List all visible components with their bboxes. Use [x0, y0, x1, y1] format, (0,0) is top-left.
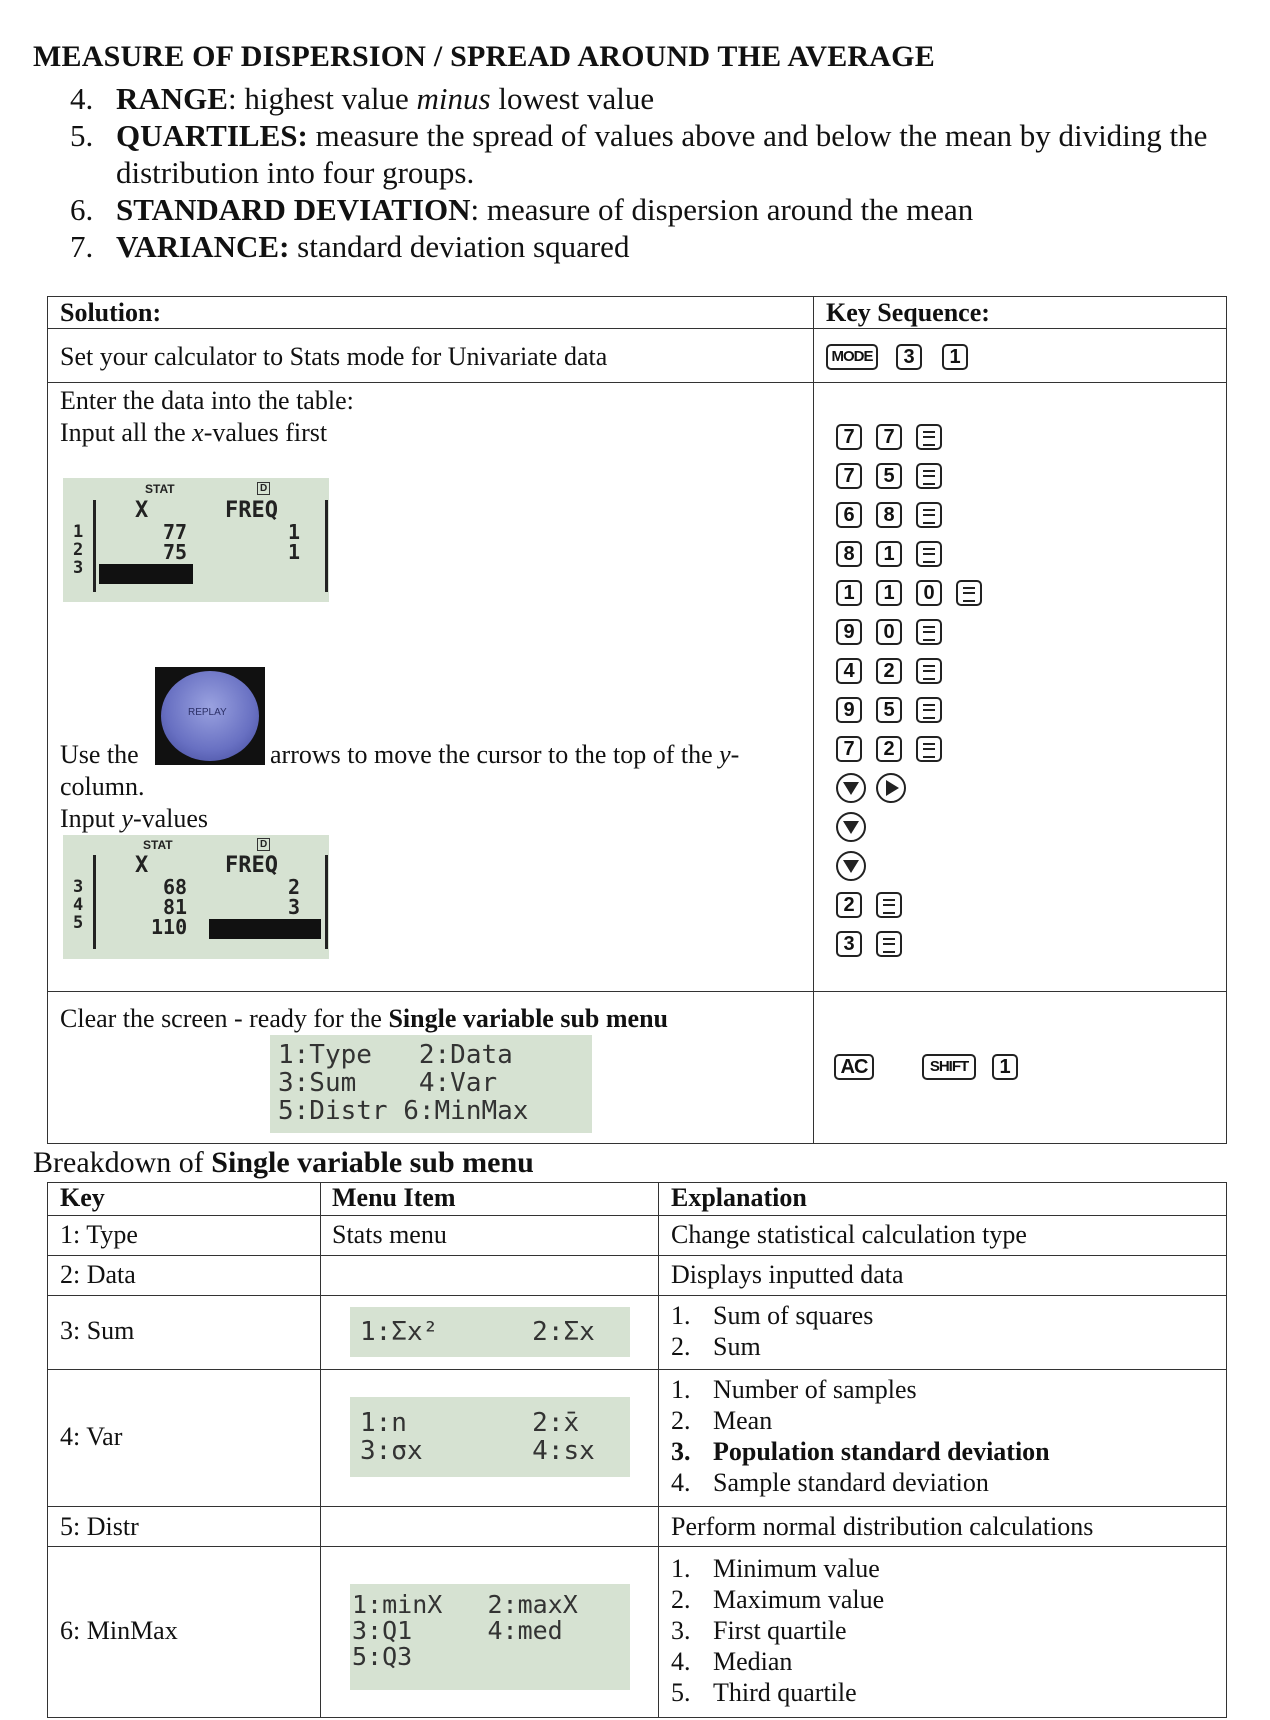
solution-header: Solution: — [60, 298, 162, 327]
explanation-var — [671, 1374, 1050, 1498]
explanation-item: 4. Median — [671, 1647, 793, 1676]
equals-key — [916, 502, 942, 528]
row-line — [47, 1255, 1227, 1256]
key-distr: 5: Distr — [60, 1512, 139, 1541]
equals-key — [916, 658, 942, 684]
definition-variance: 7. VARIANCE: standard deviation squared — [70, 229, 630, 264]
key-var: 4: Var — [60, 1422, 123, 1451]
header-explanation: Explanation — [671, 1183, 807, 1212]
equals-key — [916, 697, 942, 723]
calculator-screen-x-values: STAT D X FREQ 1 2 3 77 75 1 1 — [63, 478, 329, 602]
cursor-highlight — [209, 919, 321, 939]
stats-mode-instruction: Set your calculator to Stats mode for Univariate data — [60, 342, 608, 371]
key-1: 1 — [942, 344, 968, 370]
var-menu-screen: 1:n 2:x̄ 3:σx 4:sx — [350, 1397, 630, 1477]
key-1: 1 — [876, 580, 902, 606]
equals-key — [916, 736, 942, 762]
key-1: 1 — [836, 580, 862, 606]
explanation-distr: Perform normal distribution calculations — [671, 1512, 1094, 1541]
page-title: MEASURE OF DISPERSION / SPREAD AROUND THE AVERAGE — [33, 40, 935, 73]
key-0: 0 — [916, 580, 942, 606]
sum-menu-screen: 1:Σx² 2:Σx — [350, 1307, 630, 1357]
explanation-item: 2. Mean — [671, 1406, 773, 1435]
right-arrow-key — [876, 773, 906, 803]
key-7: 7 — [836, 463, 862, 489]
explanation-item: 1. Number of samples — [671, 1375, 917, 1404]
key-4: 4 — [836, 658, 862, 684]
input-x-instruction: Input all the x-values first — [60, 418, 328, 447]
ac-key: AC — [834, 1054, 874, 1080]
explanation-item: 5. Third quartile — [671, 1678, 857, 1707]
explanation-item: 3. First quartile — [671, 1616, 847, 1645]
definition-range: 4. RANGE: highest value minus lowest value — [70, 81, 655, 116]
breakdown-table — [47, 1182, 1227, 1718]
key-0: 0 — [876, 619, 902, 645]
single-variable-menu-screen: 1:Type 2:Data 3:Sum 4:Var 5:Distr 6:MinMax — [270, 1035, 592, 1133]
definition-quartiles: 5. QUARTILES: measure the spread of values above and below the mean by dividing the distribution into four groups. — [70, 118, 1208, 190]
key-sequence — [836, 424, 1216, 964]
row-line — [47, 328, 1227, 329]
key-7: 7 — [836, 736, 862, 762]
row-line — [47, 1369, 1227, 1370]
shift-key: SHIFT — [922, 1054, 976, 1080]
breakdown-title: Breakdown of Single variable sub menu — [33, 1146, 534, 1179]
key-2: 2 — [836, 892, 862, 918]
column-text: column. — [60, 772, 145, 801]
dispersion-definitions — [70, 80, 1220, 265]
equals-key — [916, 541, 942, 567]
row-line — [47, 1215, 1227, 1216]
key-6: 6 — [836, 502, 862, 528]
row-line — [47, 1546, 1227, 1547]
key-5: 5 — [876, 697, 902, 723]
explanation-item: 1. Sum of squares — [671, 1301, 874, 1330]
key-1: 1 — [876, 541, 902, 567]
key-8: 8 — [876, 502, 902, 528]
enter-data-instruction: Enter the data into the table: — [60, 386, 354, 415]
explanation-item: 2. Sum — [671, 1332, 761, 1361]
key-7: 7 — [876, 424, 902, 450]
explanation-minmax — [671, 1553, 884, 1708]
col-line — [658, 1182, 659, 1718]
equals-key — [876, 931, 902, 957]
row-line — [47, 1506, 1227, 1507]
row-line — [47, 382, 1227, 383]
solution-table-divider — [813, 296, 814, 1144]
key-5: 5 — [876, 463, 902, 489]
key-3: 3 — [896, 344, 922, 370]
down-arrow-key — [836, 773, 866, 803]
key-type: 1: Type — [60, 1220, 138, 1249]
key-7: 7 — [836, 424, 862, 450]
equals-key — [916, 424, 942, 450]
explanation-item: 1. Minimum value — [671, 1554, 880, 1583]
col-line — [320, 1182, 321, 1718]
down-arrow-key — [836, 851, 866, 881]
cursor-highlight — [99, 564, 193, 584]
row-line — [47, 991, 1227, 992]
down-arrow-key — [836, 812, 866, 842]
equals-key — [916, 463, 942, 489]
use-the-text: Use the — [60, 740, 139, 769]
key-9: 9 — [836, 697, 862, 723]
explanation-item: 3. Population standard deviation — [671, 1437, 1050, 1466]
header-key: Key — [60, 1183, 105, 1212]
header-menu-item: Menu Item — [332, 1183, 456, 1212]
replay-arrow-pad-image: REPLAY — [155, 667, 265, 765]
row-line — [47, 1295, 1227, 1296]
equals-key — [916, 619, 942, 645]
key-minmax: 6: MinMax — [60, 1616, 178, 1645]
arrows-instruction: arrows to move the cursor to the top of the y- — [270, 740, 740, 769]
explanation-item: 4. Sample standard deviation — [671, 1468, 989, 1497]
explanation-type: Change statistical calculation type — [671, 1220, 1027, 1249]
equals-key — [956, 580, 982, 606]
minmax-menu-screen: 1:minX 2:maxX 3:Q1 4:med 5:Q3 — [350, 1584, 630, 1690]
key-8: 8 — [836, 541, 862, 567]
key-2: 2 — [876, 736, 902, 762]
calculator-screen-y-values: STAT D X FREQ 3 4 5 68 81 110 2 3 — [63, 835, 329, 959]
mode-key: MODE — [826, 344, 878, 370]
equals-key — [876, 892, 902, 918]
key-2: 2 — [876, 658, 902, 684]
explanation-item: 2. Maximum value — [671, 1585, 885, 1614]
explanation-data: Displays inputted data — [671, 1260, 904, 1289]
key-sequence-header: Key Sequence: — [826, 298, 990, 327]
key-9: 9 — [836, 619, 862, 645]
menu-stats: Stats menu — [332, 1220, 447, 1249]
key-sum: 3: Sum — [60, 1316, 135, 1345]
key-data: 2: Data — [60, 1260, 136, 1289]
definition-standard-deviation: 6. STANDARD DEVIATION: measure of dispersion around the mean — [70, 192, 974, 227]
key-3: 3 — [836, 931, 862, 957]
clear-screen-instruction: Clear the screen - ready for the Single variable sub menu — [60, 1004, 669, 1033]
explanation-sum — [671, 1300, 873, 1362]
input-y-instruction: Input y-values — [60, 804, 209, 833]
key-1: 1 — [992, 1054, 1018, 1080]
